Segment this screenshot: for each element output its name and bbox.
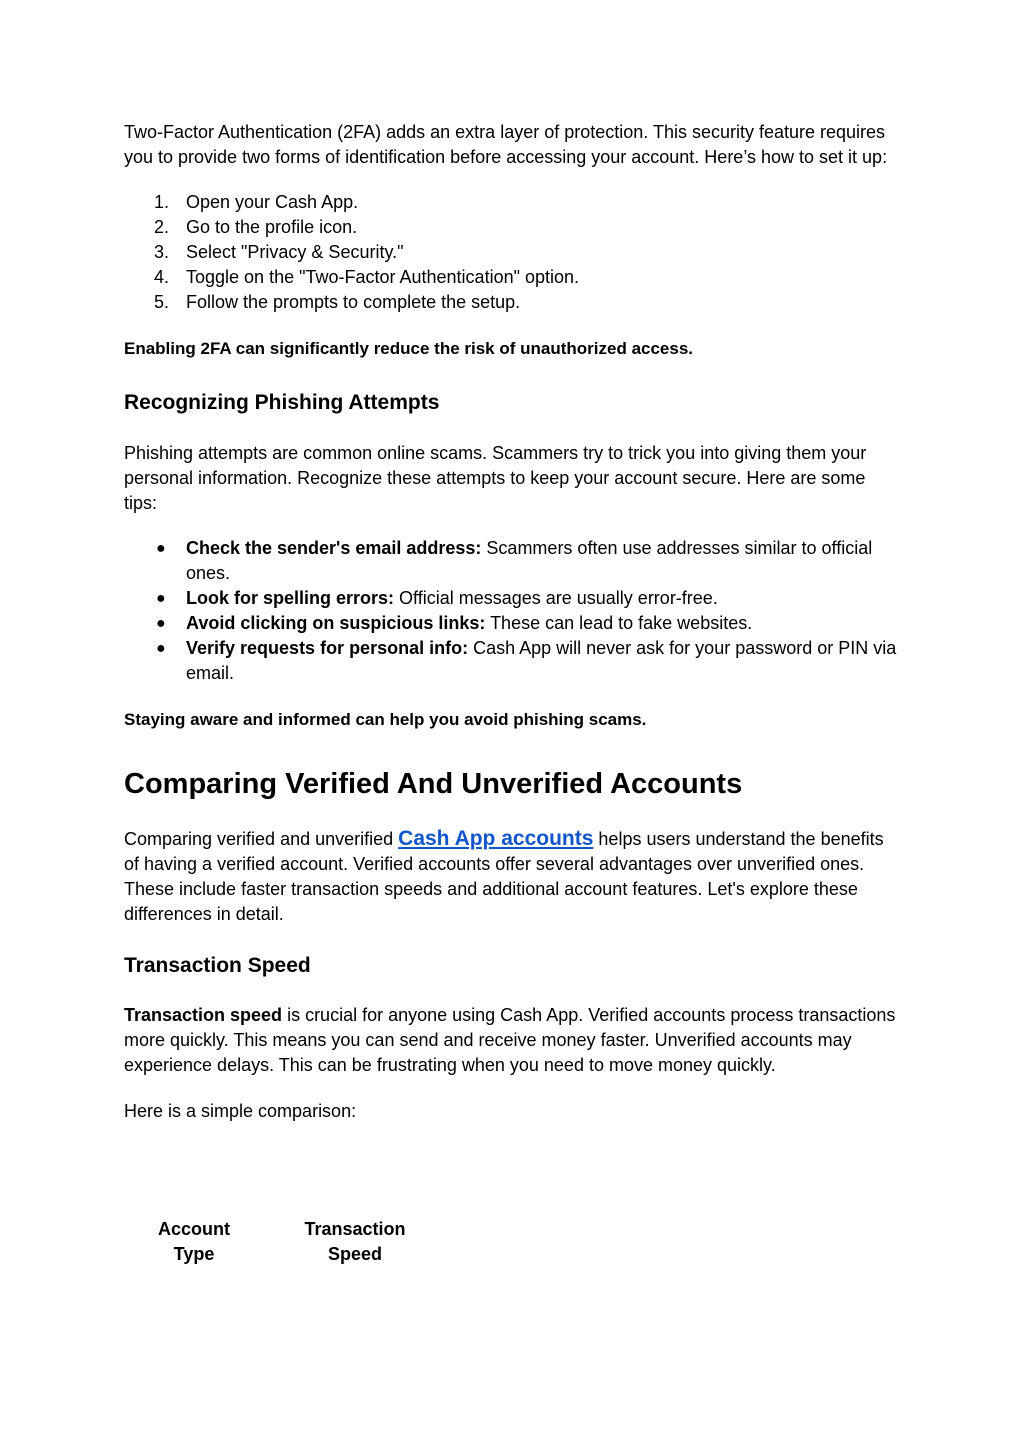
tip-title: Verify requests for personal info: bbox=[186, 638, 469, 658]
bullet-icon: ● bbox=[156, 540, 166, 557]
phishing-heading: Recognizing Phishing Attempts bbox=[124, 391, 440, 414]
transaction-speed-text: is crucial for anyone using Cash App. Verified accounts process transactions more quickly. This means you can send and receive money faster. Unverified accounts may experience delays. This can be frustrating when you need to move money quickly. bbox=[124, 1005, 896, 1075]
bullet-icon: ● bbox=[156, 590, 166, 607]
comparison-intro: Here is a simple comparison: bbox=[124, 1101, 357, 1121]
list-item bbox=[124, 586, 900, 611]
list-number: 2. bbox=[154, 217, 170, 237]
list-item-text: Follow the prompts to complete the setup. bbox=[186, 292, 521, 312]
transaction-speed-paragraph bbox=[124, 1003, 900, 1078]
phishing-tips-list bbox=[124, 536, 900, 686]
twofa-note: Enabling 2FA can significantly reduce the risk of unauthorized access. bbox=[124, 339, 694, 358]
intro-paragraph: Two-Factor Authentication (2FA) adds an extra layer of protection. This security feature requires you to provide two forms of identification before accessing your account. Here’s how to set it up: bbox=[124, 122, 888, 167]
setup-steps-list bbox=[124, 190, 900, 315]
tip-title: Check the sender's email address: bbox=[186, 538, 482, 558]
list-item bbox=[124, 536, 900, 586]
bullet-icon: ● bbox=[156, 640, 166, 657]
comparing-paragraph bbox=[124, 826, 900, 927]
tip-text: Cash App will never ask for your password or PIN via email. bbox=[186, 638, 897, 683]
list-item bbox=[124, 215, 900, 240]
list-item bbox=[124, 265, 900, 290]
table-header-account-type bbox=[124, 1217, 264, 1267]
list-number: 5. bbox=[154, 292, 170, 312]
tip-text: Scammers often use addresses similar to official ones. bbox=[186, 538, 873, 583]
list-item bbox=[124, 636, 900, 686]
list-item-text: Open your Cash App. bbox=[186, 192, 359, 212]
document-body bbox=[124, 120, 900, 1124]
cash-app-accounts-link[interactable]: Cash App accounts bbox=[398, 827, 594, 850]
transaction-speed-heading: Transaction Speed bbox=[124, 954, 311, 977]
header-line: Transaction bbox=[304, 1219, 406, 1239]
list-item bbox=[124, 611, 900, 636]
list-number: 1. bbox=[154, 192, 170, 212]
tip-title: Look for spelling errors: bbox=[186, 588, 395, 608]
header-line: Speed bbox=[327, 1244, 383, 1264]
tip-text: These can lead to fake websites. bbox=[485, 613, 753, 633]
header-line: Account bbox=[158, 1219, 230, 1239]
list-item bbox=[124, 290, 900, 315]
comparing-text-after: helps users understand the benefits of having a verified account. Verified accounts offer several advantages over unverified ones. These include faster transaction speeds and additional account features. Let's explore these differences in detail. bbox=[124, 829, 884, 924]
list-item-text: Toggle on the "Two-Factor Authentication" option. bbox=[186, 267, 580, 287]
tip-title: Avoid clicking on suspicious links: bbox=[186, 613, 486, 633]
comparison-table-header bbox=[124, 1217, 446, 1267]
transaction-speed-bold: Transaction speed bbox=[124, 1005, 283, 1025]
list-item-text: Select "Privacy & Security." bbox=[186, 242, 404, 262]
comparing-text-before: Comparing verified and unverified bbox=[124, 829, 399, 849]
list-item-text: Go to the profile icon. bbox=[186, 217, 358, 237]
phishing-note: Staying aware and informed can help you avoid phishing scams. bbox=[124, 710, 647, 729]
table-header-transaction-speed bbox=[264, 1217, 446, 1267]
comparing-heading: Comparing Verified And Unverified Accounts bbox=[124, 768, 743, 800]
bullet-icon: ● bbox=[156, 615, 166, 632]
list-number: 3. bbox=[154, 242, 170, 262]
list-number: 4. bbox=[154, 267, 170, 287]
phishing-intro: Phishing attempts are common online scams. Scammers try to trick you into giving them your personal information. Recognize these attempts to keep your account secure. Here are some tips: bbox=[124, 443, 867, 513]
tip-text: Official messages are usually error-free. bbox=[394, 588, 718, 608]
list-item bbox=[124, 190, 900, 215]
list-item bbox=[124, 240, 900, 265]
header-line: Type bbox=[173, 1244, 215, 1264]
